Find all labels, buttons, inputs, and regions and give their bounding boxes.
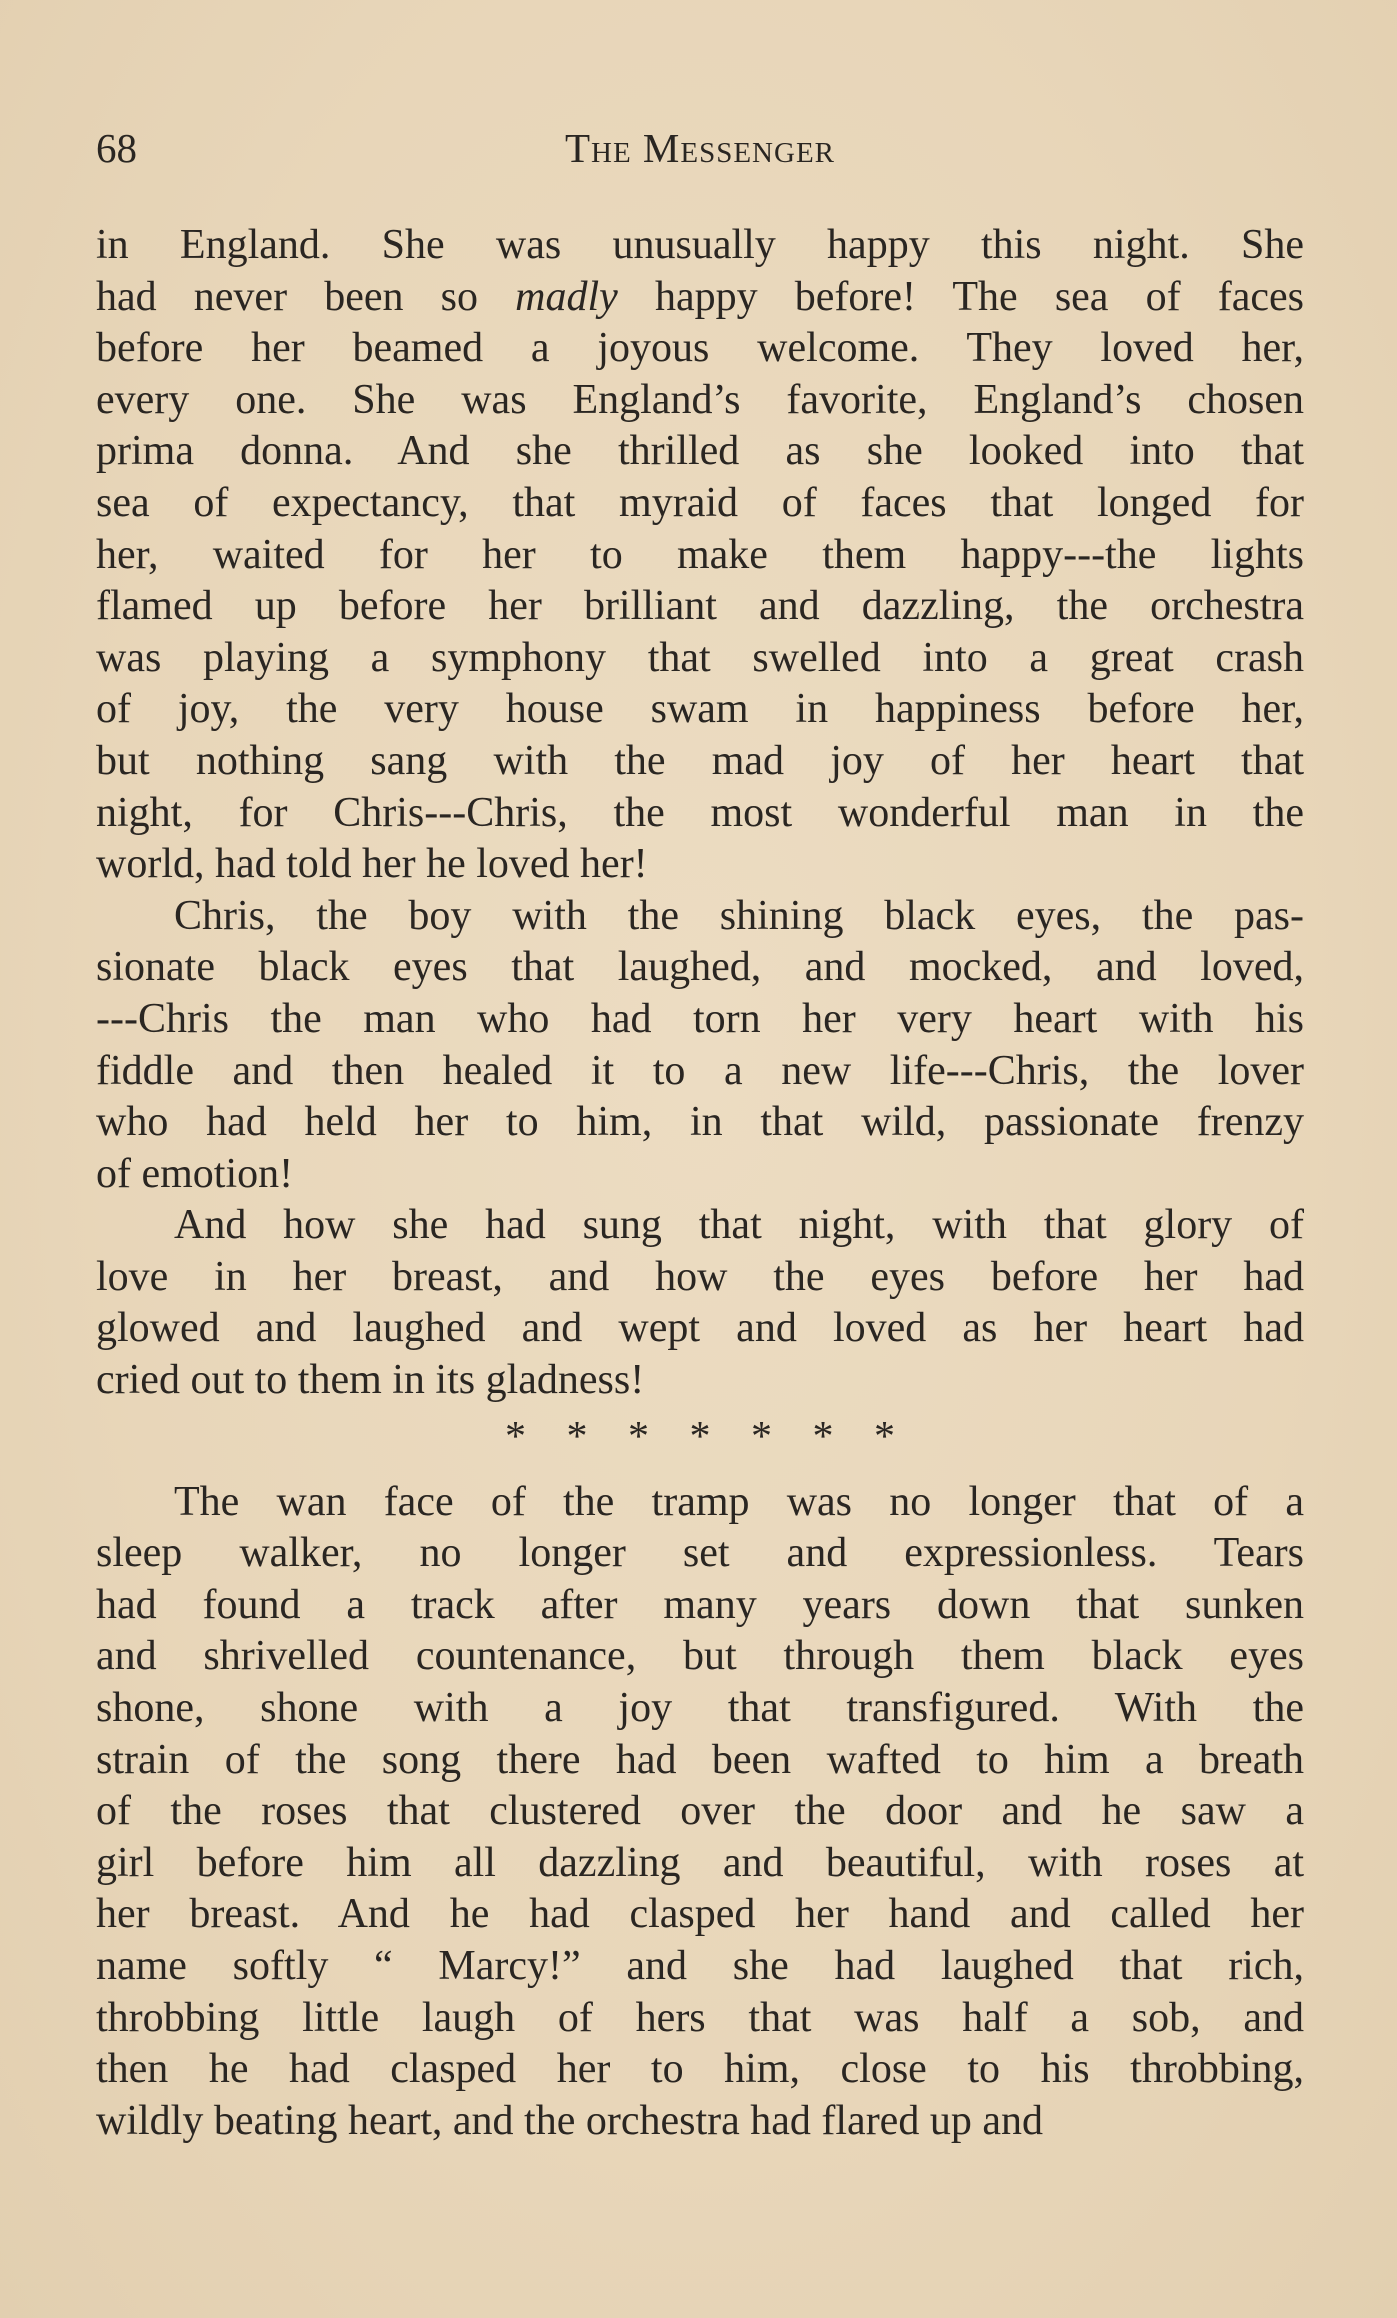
text-line: then he had clasped her to him, close to his throbbing, — [96, 2046, 1304, 2093]
text-line: love in her breast, and how the eyes before her had — [96, 1253, 1304, 1300]
text-line: and shrivelled countenance, but through them black eyes — [96, 1633, 1304, 1680]
text-line: of the roses that clustered over the door and he saw a — [96, 1788, 1304, 1835]
text-line: her breast. And he had clasped her hand and called her — [96, 1891, 1304, 1938]
text-line: but nothing sang with the mad joy of her heart that — [96, 737, 1304, 784]
text-line: world, had told her he loved her! — [96, 841, 648, 888]
text-line: night, for Chris---Chris, the most wonderful man in the — [96, 789, 1304, 836]
text-line: ---Chris the man who had torn her very heart with his — [96, 995, 1304, 1042]
text-line: wildly beating heart, and the orchestra had flared up and — [96, 2097, 1043, 2144]
page-header — [96, 118, 1304, 178]
text-line: shone, shone with a joy that transfigured. With the — [96, 1685, 1304, 1732]
text-line: Chris, the boy with the shining black eyes, the pas- — [174, 892, 1304, 939]
text-line: The wan face of the tramp was no longer that of a — [174, 1478, 1304, 1525]
text-line: of joy, the very house swam in happiness before her, — [96, 686, 1304, 733]
text-line: cried out to them in its gladness! — [96, 1357, 645, 1404]
text-line: sionate black eyes that laughed, and mocked, and loved, — [96, 944, 1304, 991]
text-line: in England. She was unusually happy this night. She — [96, 222, 1304, 268]
text-line: prima donna. And she thrilled as she looked into that — [96, 428, 1304, 475]
text-line: sleep walker, no longer set and expressionless. Tears — [96, 1530, 1304, 1577]
text-line: flamed up before her brilliant and dazzling, the orchestra — [96, 583, 1304, 630]
section-break: * * * * * * * — [505, 1413, 895, 1460]
text-line: before her beamed a joyous welcome. They loved her, — [96, 325, 1304, 372]
text-line: glowed and laughed and wept and loved as her heart had — [96, 1305, 1304, 1352]
text-line: And how she had sung that night, with that glory of — [174, 1202, 1304, 1249]
body-text — [96, 220, 1304, 2147]
text-line: was playing a symphony that swelled into a great crash — [96, 634, 1304, 681]
text-line: girl before him all dazzling and beautiful, with roses at — [96, 1839, 1304, 1886]
page-number: 68 — [96, 125, 137, 171]
text-line: throbbing little laugh of hers that was half a sob, and — [96, 1994, 1304, 2041]
text-line: had never been so madly happy before! The sea of faces — [96, 273, 1304, 320]
text-line: fiddle and then healed it to a new life---Chris, the lover — [96, 1047, 1304, 1094]
text-line: name softly “ Marcy!” and she had laughed that rich, — [96, 1943, 1304, 1989]
text-line: of emotion! — [96, 1150, 294, 1197]
running-head: The Messenger — [564, 125, 836, 171]
text-line: strain of the song there had been wafted to him a breath — [96, 1736, 1304, 1783]
text-line: had found a track after many years down that sunken — [96, 1581, 1304, 1628]
text-line: her, waited for her to make them happy---the lights — [96, 531, 1304, 578]
text-line: every one. She was England’s favorite, England’s chosen — [96, 376, 1304, 423]
text-line: who had held her to him, in that wild, passionate frenzy — [96, 1099, 1304, 1146]
text-line: sea of expectancy, that myraid of faces that longed for — [96, 479, 1304, 526]
